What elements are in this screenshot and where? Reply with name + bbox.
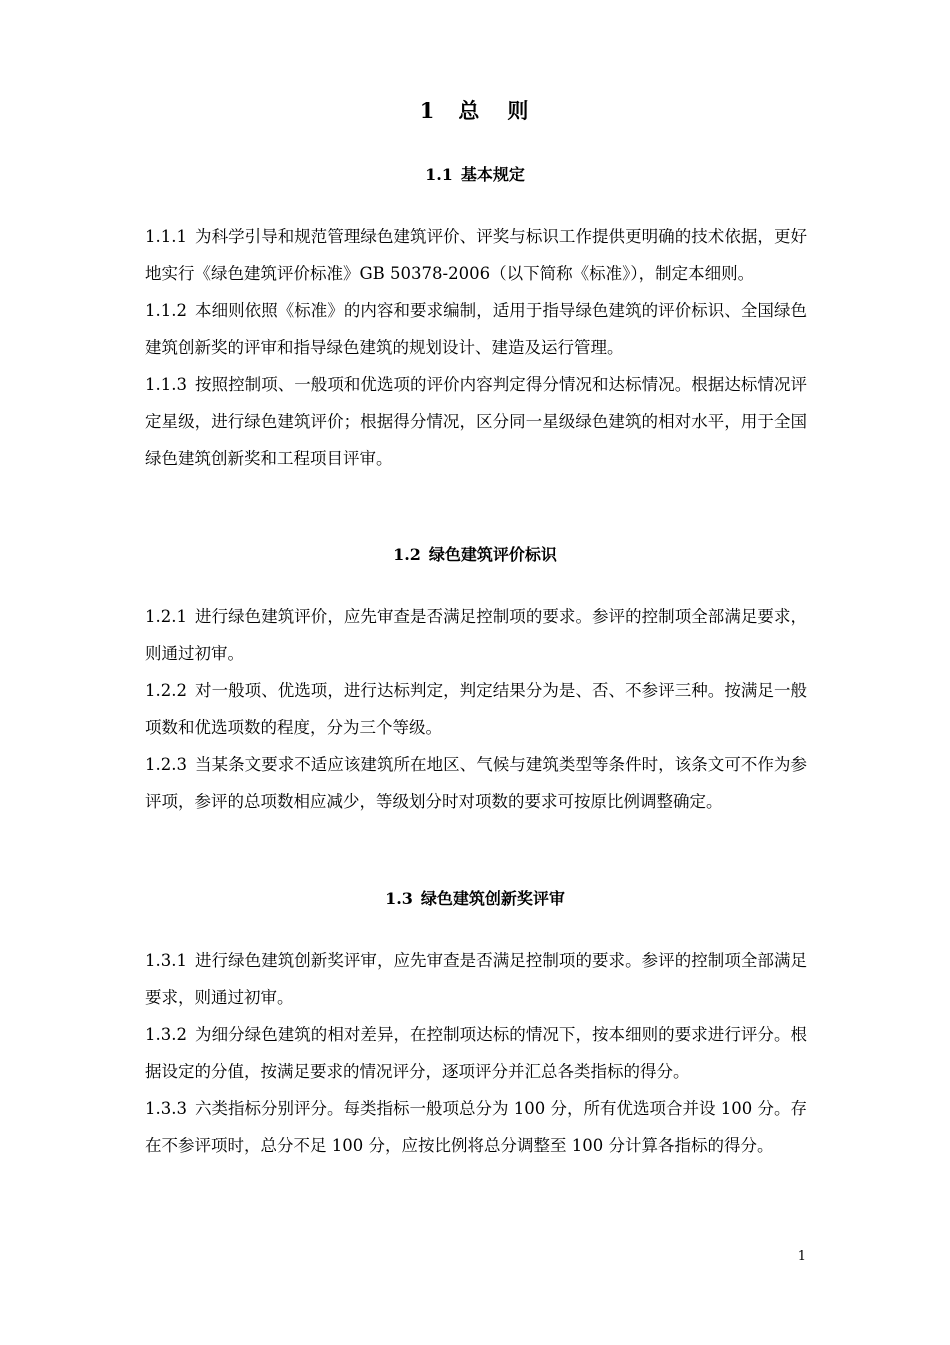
section-heading-1-1 xyxy=(0,162,950,188)
paragraph-number: 1.2.3 xyxy=(145,755,187,774)
section-heading-1-2 xyxy=(0,542,950,568)
paragraph-number: 1.3.3 xyxy=(145,1099,187,1118)
paragraph-text: 进行绿色建筑评价，应先审查是否满足控制项的要求。参评的控制项全部满足要求，则通过初审。 xyxy=(145,607,807,663)
section-body-1-1 xyxy=(145,218,807,477)
paragraph-text: 为细分绿色建筑的相对差异，在控制项达标的情况下，按本细则的要求进行评分。根据设定的分值，按满足要求的情况评分，逐项评分并汇总各类指标的得分。 xyxy=(145,1025,807,1081)
section-number: 1.3 xyxy=(385,889,413,908)
section-title: 绿色建筑创新奖评审 xyxy=(420,889,565,908)
paragraph-number: 1.3.1 xyxy=(145,951,187,970)
paragraph-number: 1.1.2 xyxy=(145,301,187,320)
paragraph-number: 1.1.3 xyxy=(145,375,187,394)
section-body-1-2 xyxy=(145,598,807,820)
page-number: 1 xyxy=(797,1249,806,1264)
paragraph-1-2-3 xyxy=(145,746,807,820)
paragraph-text: 六类指标分别评分。每类指标一般项总分为 100 分，所有优选项合并设 100 分。存在不参评项时，总分不足 100 分，应按比例将总分调整至 100 分计算各指标的得分。 xyxy=(145,1099,807,1155)
paragraph-text: 为科学引导和规范管理绿色建筑评价、评奖与标识工作提供更明确的技术依据，更好地实行《绿色建筑评价标准》GB 50378-2006（以下简称《标准》），制定本细则。 xyxy=(145,227,807,283)
paragraph-text: 按照控制项、一般项和优选项的评价内容判定得分情况和达标情况。根据达标情况评定星级，进行绿色建筑评价；根据得分情况，区分同一星级绿色建筑的相对水平，用于全国绿色建筑创新奖和工程项目评审。 xyxy=(145,375,807,468)
paragraph-1-2-2 xyxy=(145,672,807,746)
paragraph-text: 本细则依照《标准》的内容和要求编制，适用于指导绿色建筑的评价标识、全国绿色建筑创新奖的评审和指导绿色建筑的规划设计、建造及运行管理。 xyxy=(145,301,807,357)
paragraph-number: 1.1.1 xyxy=(145,227,187,246)
paragraph-1-1-3 xyxy=(145,366,807,477)
chapter-title xyxy=(0,96,950,126)
chapter-number: 1 xyxy=(419,98,437,123)
chapter-title-part1: 总 xyxy=(458,98,482,123)
section-number: 1.1 xyxy=(425,165,453,184)
section-title: 绿色建筑评价标识 xyxy=(428,545,557,564)
paragraph-number: 1.3.2 xyxy=(145,1025,187,1044)
paragraph-text: 对一般项、优选项，进行达标判定，判定结果分为是、否、不参评三种。按满足一般项数和优选项数的程度，分为三个等级。 xyxy=(145,681,807,737)
section-body-1-3 xyxy=(145,942,807,1164)
paragraph-1-3-1 xyxy=(145,942,807,1016)
paragraph-1-3-2 xyxy=(145,1016,807,1090)
paragraph-number: 1.2.1 xyxy=(145,607,187,626)
chapter-title-part2: 则 xyxy=(507,98,531,123)
paragraph-text: 当某条文要求不适应该建筑所在地区、气候与建筑类型等条件时，该条文可不作为参评项，参评的总项数相应减少，等级划分时对项数的要求可按原比例调整确定。 xyxy=(145,755,807,811)
section-heading-1-3 xyxy=(0,886,950,912)
paragraph-1-2-1 xyxy=(145,598,807,672)
paragraph-text: 进行绿色建筑创新奖评审，应先审查是否满足控制项的要求。参评的控制项全部满足要求，则通过初审。 xyxy=(145,951,807,1007)
section-number: 1.2 xyxy=(393,545,421,564)
paragraph-1-1-1 xyxy=(145,218,807,292)
section-title: 基本规定 xyxy=(460,165,525,184)
paragraph-number: 1.2.2 xyxy=(145,681,187,700)
paragraph-1-1-2 xyxy=(145,292,807,366)
paragraph-1-3-3 xyxy=(145,1090,807,1164)
